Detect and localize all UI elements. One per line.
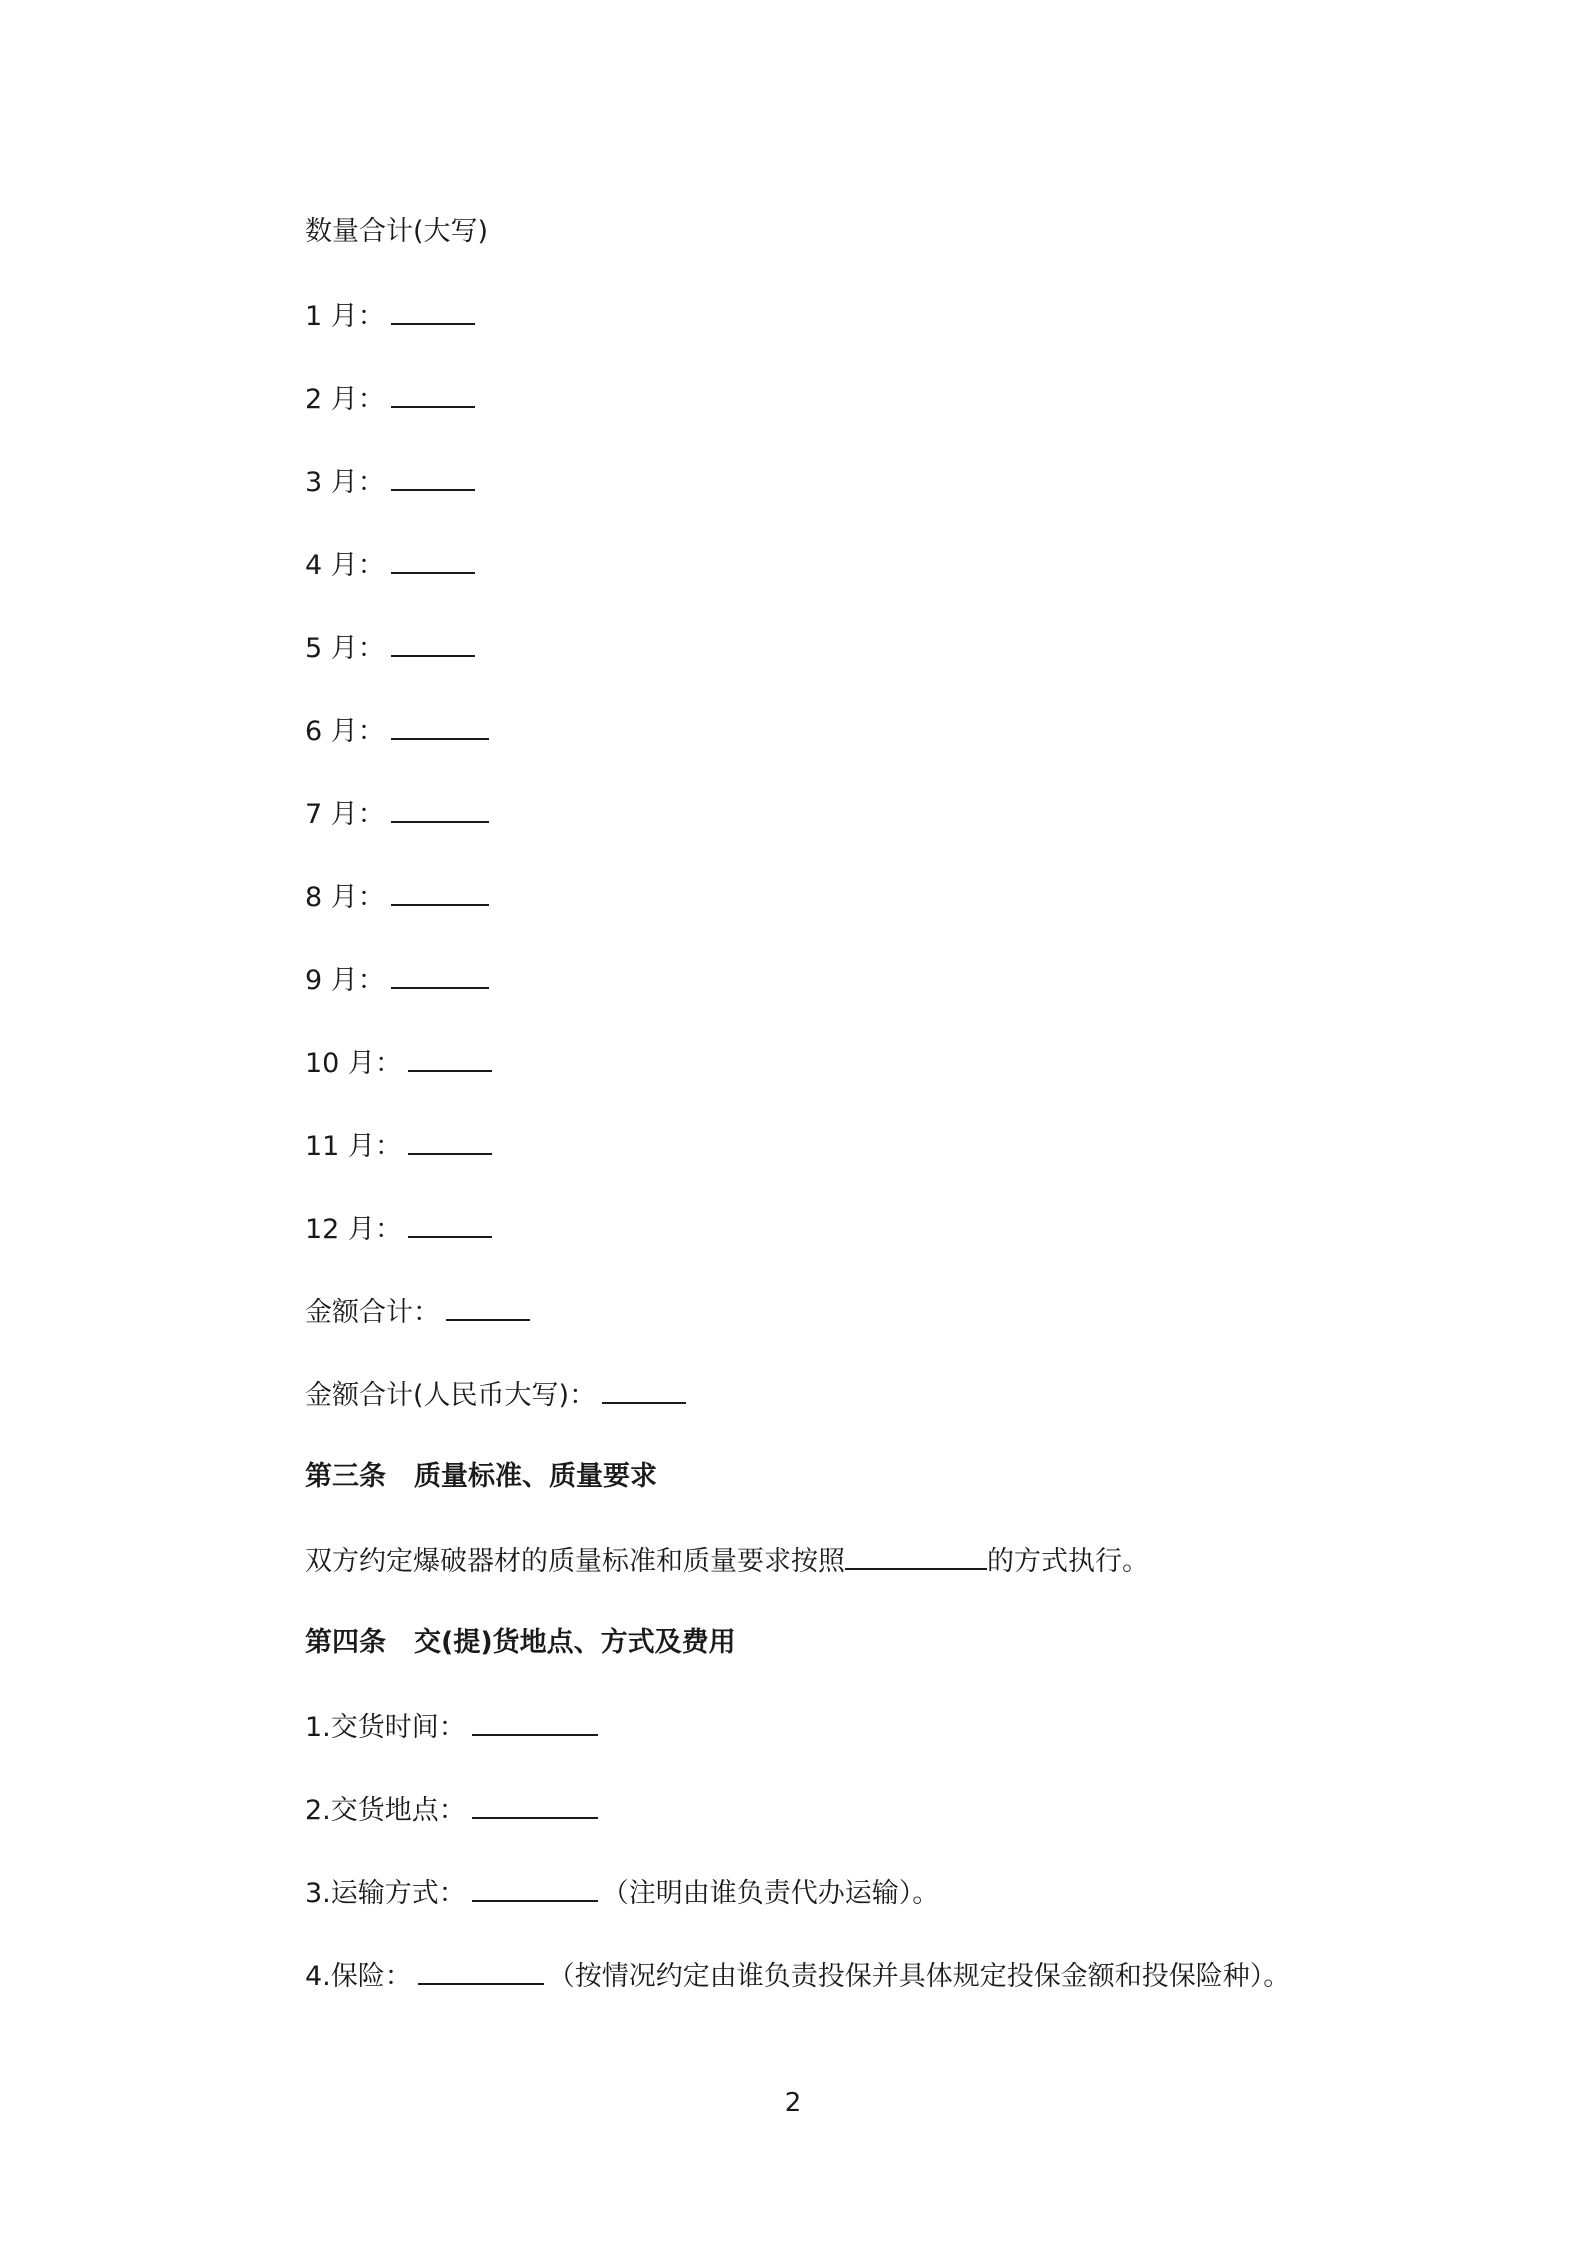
insurance-blank[interactable] xyxy=(418,1957,544,1985)
transport-method-note: （注明由谁负责代办运输）。 xyxy=(601,1878,940,1909)
amount-total-rmb-blank[interactable] xyxy=(602,1376,686,1404)
month-blank[interactable] xyxy=(391,546,475,574)
delivery-item xyxy=(305,1874,939,1912)
delivery-time-label: 1.交货时间： xyxy=(305,1712,466,1743)
month-blank[interactable] xyxy=(391,795,489,823)
month-label: 8 月： xyxy=(305,882,385,913)
article4-title: 交(提)货地点、方式及费用 xyxy=(414,1627,736,1658)
transport-method-blank[interactable] xyxy=(472,1874,598,1902)
month-blank[interactable] xyxy=(391,380,475,408)
month-label: 6 月： xyxy=(305,716,385,747)
amount-total-row xyxy=(305,1293,534,1331)
month-label: 4 月： xyxy=(305,550,385,581)
month-blank[interactable] xyxy=(408,1210,492,1238)
quality-method-blank[interactable] xyxy=(845,1542,987,1570)
month-blank[interactable] xyxy=(408,1044,492,1072)
month-row xyxy=(305,463,479,501)
delivery-place-blank[interactable] xyxy=(472,1791,598,1819)
article4-heading xyxy=(305,1625,736,1661)
month-row xyxy=(305,1210,496,1248)
month-blank[interactable] xyxy=(391,961,489,989)
month-blank[interactable] xyxy=(391,878,489,906)
amount-total-rmb-label: 金额合计(人民币大写)： xyxy=(305,1380,597,1411)
month-row xyxy=(305,629,479,667)
article4-number: 第四条 xyxy=(305,1627,386,1658)
quantity-total-heading xyxy=(305,214,488,250)
month-label: 10 月： xyxy=(305,1048,402,1079)
month-label: 11 月： xyxy=(305,1131,402,1162)
insurance-label: 4.保险： xyxy=(305,1961,412,1992)
month-blank[interactable] xyxy=(408,1127,492,1155)
article3-title: 质量标准、质量要求 xyxy=(414,1461,657,1492)
month-blank[interactable] xyxy=(391,629,475,657)
month-label: 7 月： xyxy=(305,799,385,830)
article3-heading xyxy=(305,1459,657,1495)
month-label: 5 月： xyxy=(305,633,385,664)
month-label: 2 月： xyxy=(305,384,385,415)
amount-total-label: 金额合计： xyxy=(305,1297,440,1328)
amount-total-rmb-row xyxy=(305,1376,690,1414)
month-label: 3 月： xyxy=(305,467,385,498)
transport-method-label: 3.运输方式： xyxy=(305,1878,466,1909)
month-row xyxy=(305,1127,496,1165)
insurance-note: （按情况约定由谁负责投保并具体规定投保金额和投保险种）。 xyxy=(547,1961,1291,1992)
delivery-item xyxy=(305,1708,602,1746)
month-row xyxy=(305,795,493,833)
article3-number: 第三条 xyxy=(305,1461,386,1492)
page-number: 2 xyxy=(784,2088,802,2118)
month-row xyxy=(305,1044,496,1082)
month-row xyxy=(305,546,479,584)
month-row xyxy=(305,297,479,335)
article3-text-after: 的方式执行。 xyxy=(987,1546,1149,1577)
quantity-total-heading-text: 数量合计(大写) xyxy=(305,216,489,247)
month-row xyxy=(305,380,479,418)
month-row xyxy=(305,712,493,750)
delivery-place-label: 2.交货地点： xyxy=(305,1795,466,1826)
delivery-item xyxy=(305,1791,602,1829)
month-blank[interactable] xyxy=(391,463,475,491)
delivery-item xyxy=(305,1957,1290,1995)
article3-text-before: 双方约定爆破器材的质量标准和质量要求按照 xyxy=(305,1546,845,1577)
month-row xyxy=(305,878,493,916)
month-label: 9 月： xyxy=(305,965,385,996)
delivery-time-blank[interactable] xyxy=(472,1708,598,1736)
month-label: 1 月： xyxy=(305,301,385,332)
month-blank[interactable] xyxy=(391,712,489,740)
month-blank[interactable] xyxy=(391,297,475,325)
month-row xyxy=(305,961,493,999)
amount-total-blank[interactable] xyxy=(446,1293,530,1321)
article3-text xyxy=(305,1542,1149,1580)
month-label: 12 月： xyxy=(305,1214,402,1245)
